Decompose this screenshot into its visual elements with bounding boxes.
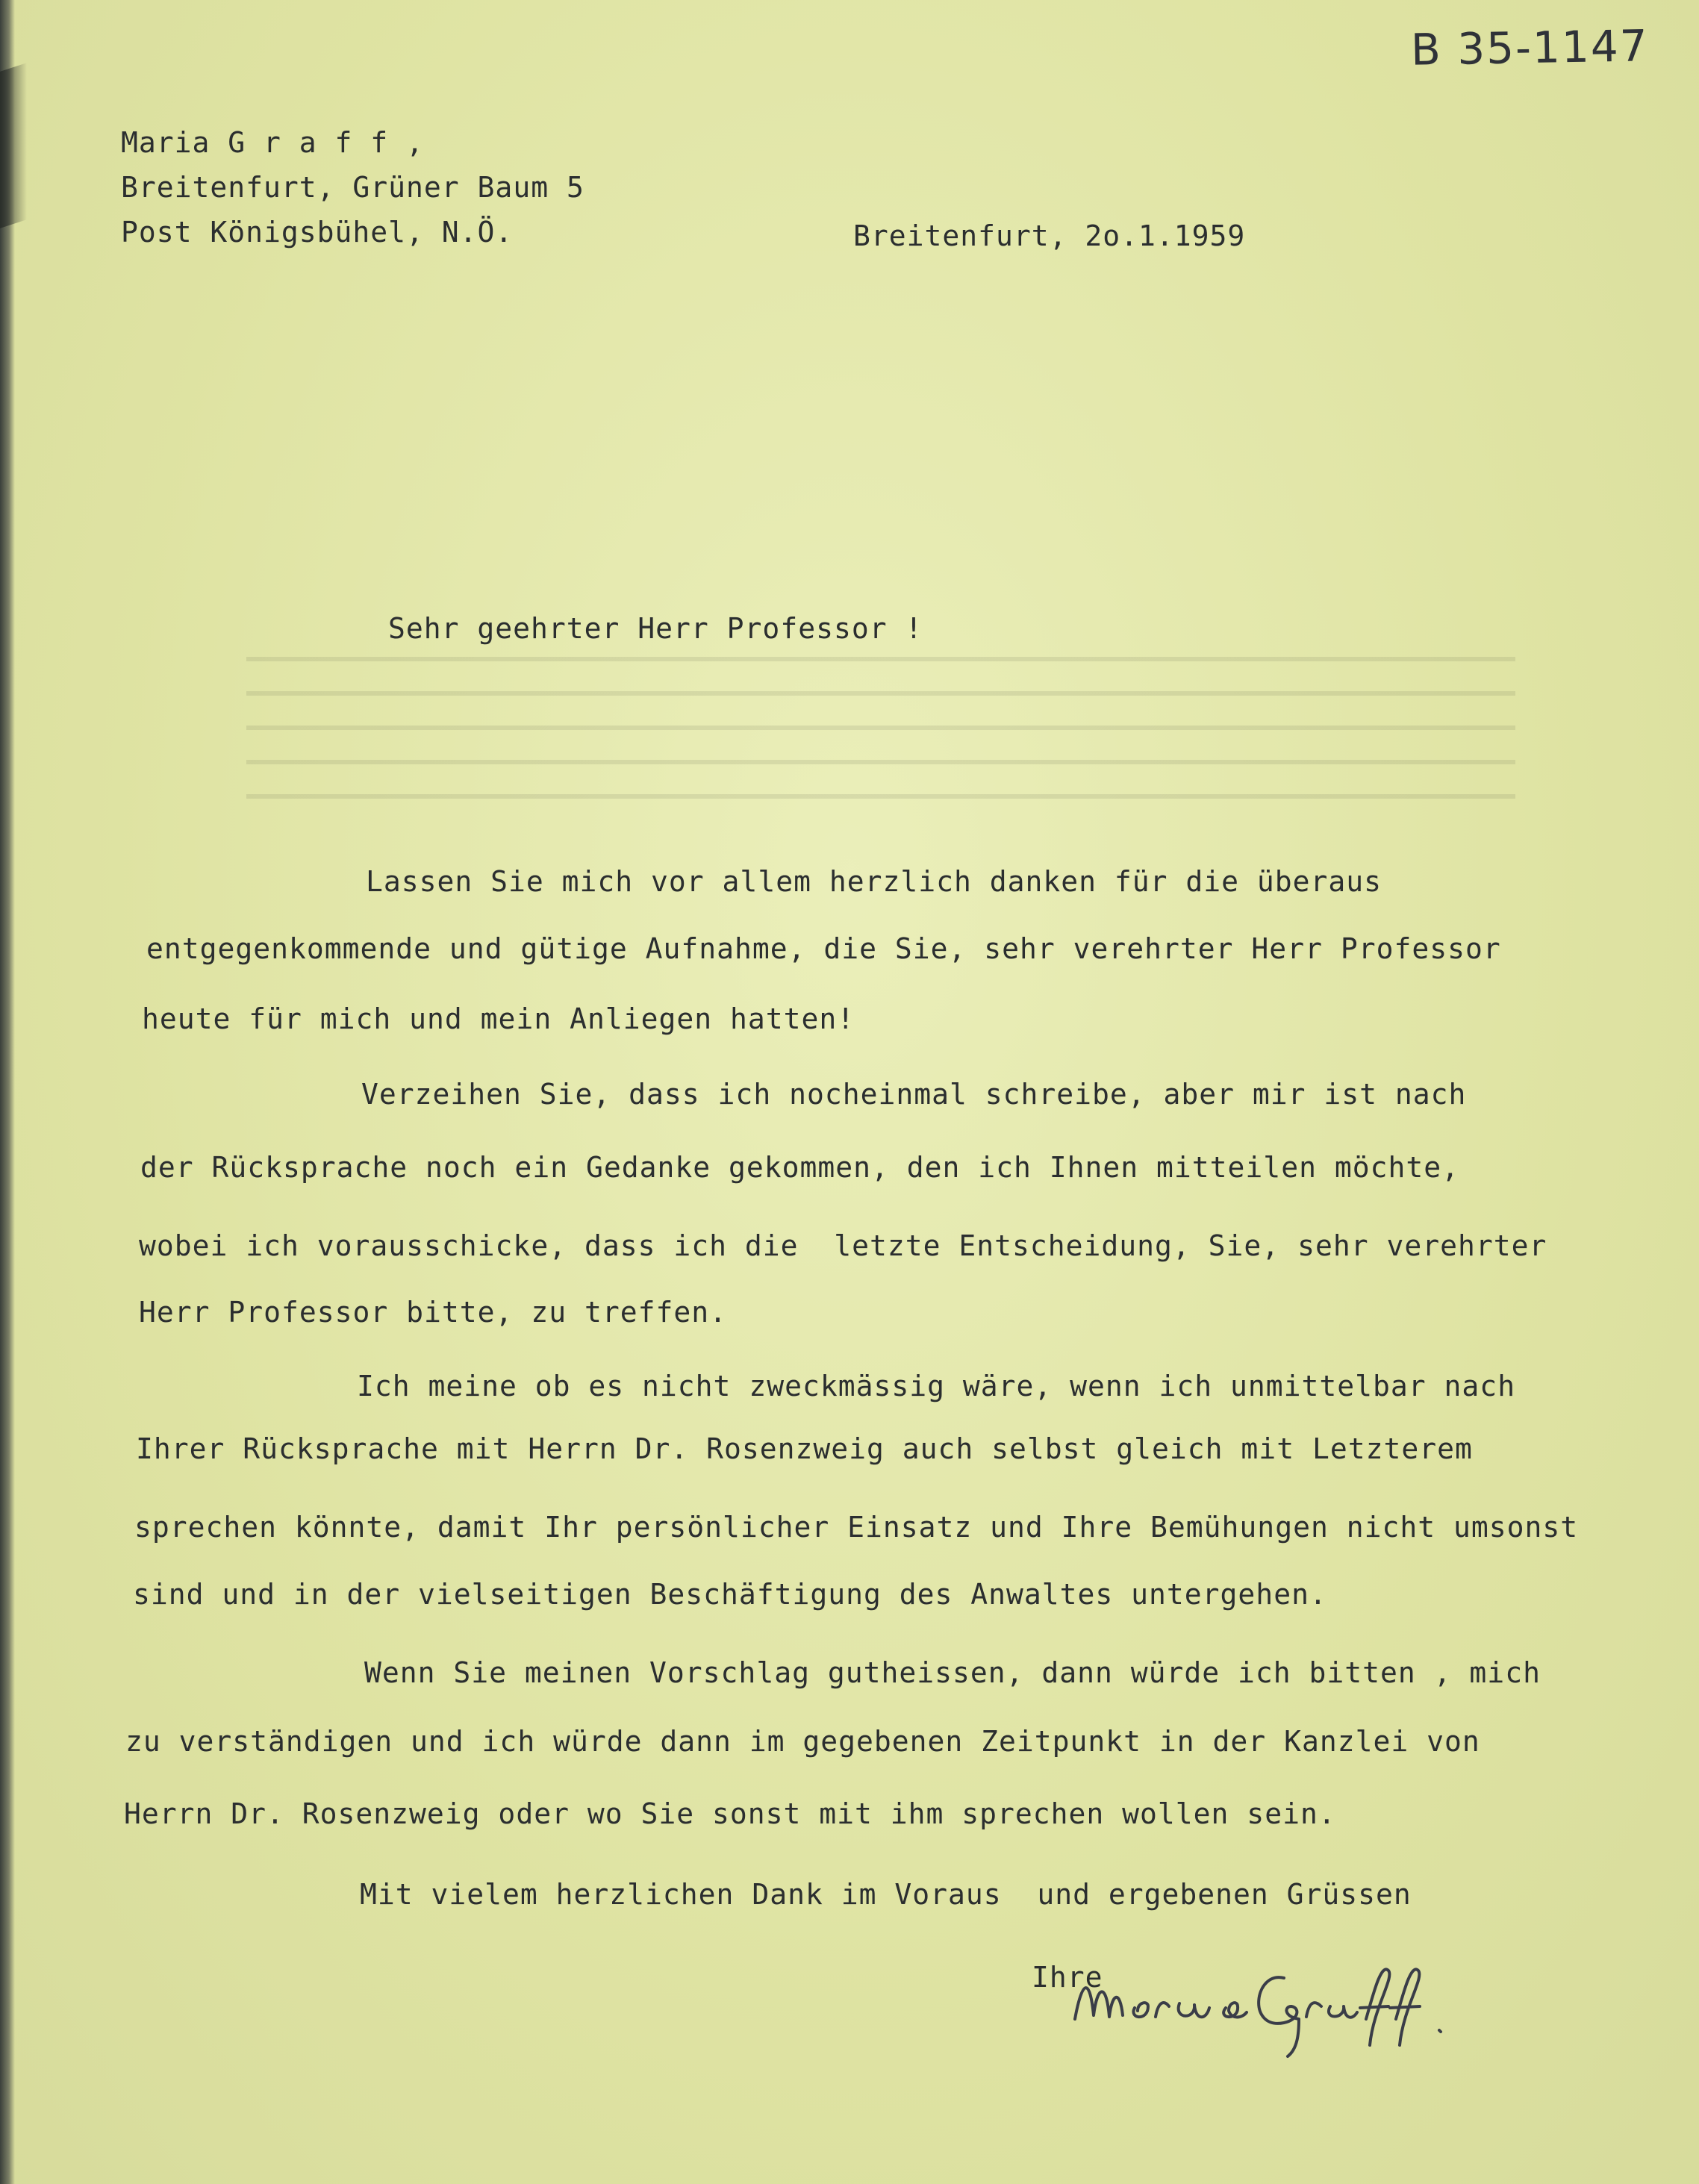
body-line: Verzeihen Sie, dass ich nocheinmal schreibe, aber mir ist nach [361,1078,1467,1111]
sender-post: Post Königsbühel, N.Ö. [121,216,514,249]
body-line: entgegenkommende und gütige Aufnahme, die Sie, sehr verehrter Herr Professor [146,932,1501,965]
folded-corner [0,63,27,228]
body-line: Herrn Dr. Rosenzweig oder wo Sie sonst mit ihm sprechen wollen sein. [124,1797,1336,1830]
body-line: der Rücksprache noch ein Gedanke gekommen, den ich Ihnen mitteilen möchte, [140,1151,1459,1184]
sender-name: Maria G r a f f , [121,126,424,159]
handwritten-signature [1060,1948,1478,2060]
closing-word: Ihre [1032,1961,1103,1994]
paper-edge-shadow [0,0,15,2184]
place-date: Breitenfurt, 2o.1.1959 [853,219,1246,252]
body-line: Lassen Sie mich vor allem herzlich danken für die überaus [366,865,1382,898]
body-line: sprechen könnte, damit Ihr persönlicher Einsatz und Ihre Bemühungen nicht umsonst [134,1511,1579,1544]
body-line: Wenn Sie meinen Vorschlag gutheissen, dann würde ich bitten , mich [364,1656,1541,1689]
body-line: heute für mich und mein Anliegen hatten! [142,1002,855,1035]
closing-line: Mit vielem herzlichen Dank im Voraus und ergebenen Grüssen [360,1878,1412,1911]
show-through-text [246,657,1515,799]
body-line: Ihrer Rücksprache mit Herrn Dr. Rosenzweig auch selbst gleich mit Letzterem [136,1432,1473,1465]
body-line: Ich meine ob es nicht zweckmässig wäre, wenn ich unmittelbar nach [357,1370,1516,1403]
body-line: wobei ich vorausschicke, dass ich die letzte Entscheidung, Sie, sehr verehrter [139,1229,1547,1262]
archive-number: B 35-1147 [1410,20,1650,75]
body-line: sind und in der vielseitigen Beschäftigung des Anwaltes untergehen. [133,1578,1327,1611]
body-line: zu verständigen und ich würde dann im gegebenen Zeitpunkt in der Kanzlei von [125,1725,1480,1758]
body-line: Herr Professor bitte, zu treffen. [139,1296,727,1329]
salutation: Sehr geehrter Herr Professor ! [388,612,923,645]
sender-street: Breitenfurt, Grüner Baum 5 [121,171,584,204]
